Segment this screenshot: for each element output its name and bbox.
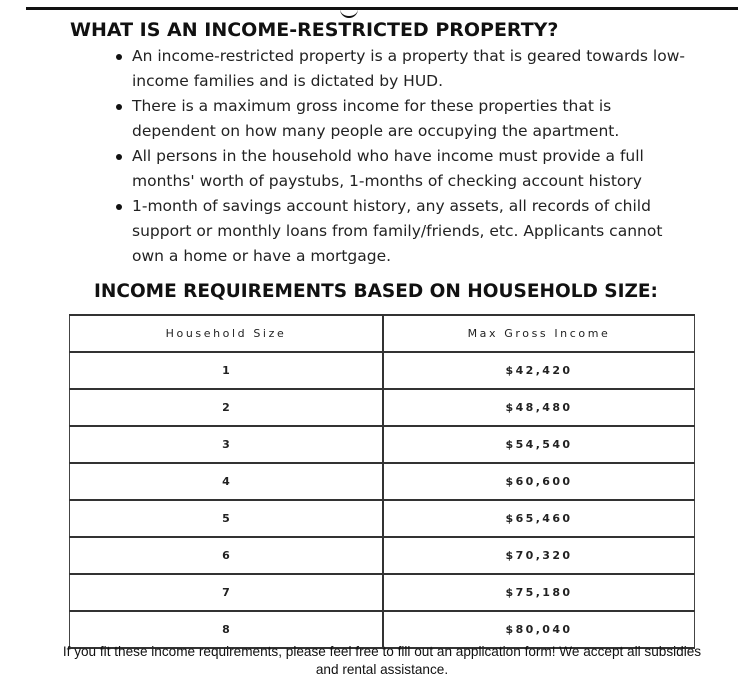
household-size-cell: 7	[70, 574, 384, 611]
bullet-dot-icon	[116, 54, 122, 60]
bullet-dot-icon	[116, 104, 122, 110]
household-size-cell: 8	[70, 611, 384, 648]
max-income-cell: $42,420	[383, 352, 695, 389]
income-requirements-table	[69, 314, 695, 649]
max-income-cell: $65,460	[383, 500, 695, 537]
info-bullet-list	[112, 44, 692, 269]
section-heading-income-requirements: INCOME REQUIREMENTS BASED ON HOUSEHOLD SIZE:	[94, 281, 658, 302]
column-header-household-size: Household Size	[70, 315, 384, 352]
bullet-item	[112, 194, 692, 269]
bullet-dot-icon	[116, 204, 122, 210]
bullet-text: An income-restricted property is a property that is geared towards low-income families and is dictated by HUD.	[132, 47, 685, 90]
bullet-item	[112, 44, 692, 94]
bullet-dot-icon	[116, 154, 122, 160]
bullet-item	[112, 144, 692, 194]
bullet-text: There is a maximum gross income for these properties that is dependent on how many people are occupying the apartment.	[132, 97, 620, 140]
max-income-cell: $48,480	[383, 389, 695, 426]
max-income-cell: $80,040	[383, 611, 695, 648]
bullet-text: All persons in the household who have income must provide a full months' worth of paystubs, 1-months of checking account history	[132, 147, 644, 190]
table-row	[70, 463, 695, 500]
table-row	[70, 426, 695, 463]
household-size-cell: 4	[70, 463, 384, 500]
table-row	[70, 574, 695, 611]
table-row	[70, 537, 695, 574]
household-size-cell: 1	[70, 352, 384, 389]
column-header-max-gross-income: Max Gross Income	[383, 315, 695, 352]
section-heading-income-restricted: WHAT IS AN INCOME-RESTRICTED PROPERTY?	[70, 19, 559, 41]
max-income-cell: $54,540	[383, 426, 695, 463]
table-header-row	[70, 315, 695, 352]
table-row	[70, 352, 695, 389]
bullet-item	[112, 94, 692, 144]
household-size-cell: 5	[70, 500, 384, 537]
decorative-flourish	[340, 6, 358, 18]
footer-note: If you fit these income requirements, please feel free to fill out an application form! We accept all subsidies and rental assistance.	[62, 644, 702, 677]
table-row	[70, 389, 695, 426]
household-size-cell: 2	[70, 389, 384, 426]
household-size-cell: 6	[70, 537, 384, 574]
top-divider	[26, 7, 738, 10]
table-row	[70, 500, 695, 537]
household-size-cell: 3	[70, 426, 384, 463]
bullet-text: 1-month of savings account history, any assets, all records of child support or monthly loans from family/friends, etc. Applicants cannot own a home or have a mortgage.	[132, 197, 663, 265]
max-income-cell: $60,600	[383, 463, 695, 500]
max-income-cell: $75,180	[383, 574, 695, 611]
max-income-cell: $70,320	[383, 537, 695, 574]
